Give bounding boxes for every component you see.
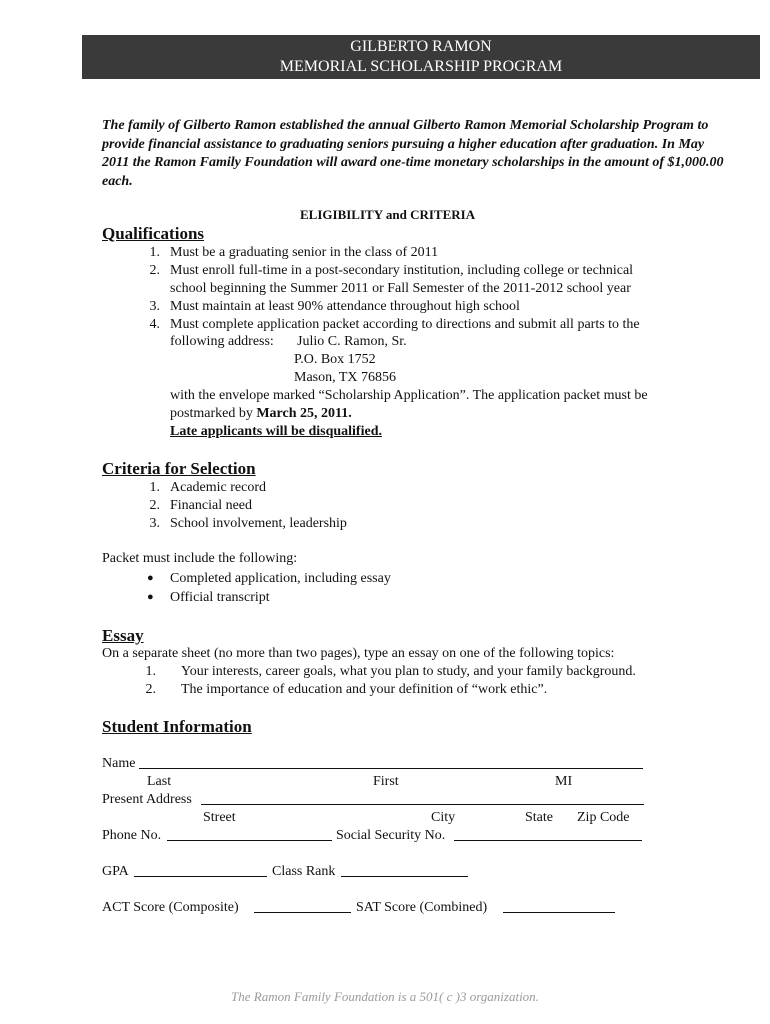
postmark-date: March 25, 2011. [256,406,352,421]
qual-item-3-number: 3. [149,299,160,314]
essay-item-1-text: Your interests, career goals, what you plan to study, and your family background. [181,664,636,679]
ssn-field[interactable] [454,840,642,841]
address-state-label: State [525,810,553,825]
essay-intro: On a separate sheet (no more than two pages), type an essay on one of the following topics: [102,646,615,661]
address-field[interactable] [201,804,644,805]
qual-item-3-text: Must maintain at least 90% attendance throughout high school [170,299,520,314]
footer-note: The Ramon Family Foundation is a 501( c )3 organization. [231,989,539,1004]
address-line-3: Mason, TX 76856 [294,370,397,385]
eligibility-heading: ELIGIBILITY and CRITERIA [300,207,476,222]
essay-heading: Essay [102,626,144,645]
title-banner [82,35,760,79]
address-city-label: City [431,810,456,825]
name-last-label: Last [147,774,172,789]
phone-label: Phone No. [102,828,162,843]
address-street-label: Street [203,810,236,825]
name-first-label: First [373,774,399,789]
name-label: Name [102,756,136,771]
postmark-line [170,406,352,422]
qual-item-2-text: Must enroll full-time in a post-secondary institution, including college or technical [170,263,634,278]
intro-paragraph: The family of Gilberto Ramon established the annual Gilberto Ramon Memorial Scholarship Program to provide financial assistance to graduating seniors pursuing a higher education after graduation. In May 2011 the Ramon Family Foundation will award one-time monetary scholarships in the amount of $1,000.00 each. [102,118,724,189]
address-label: Present Address [102,792,192,807]
criteria-item-2-text: Financial need [170,498,253,513]
qualifications-heading: Qualifications [102,224,205,243]
student-info-heading: Student Information [102,717,252,736]
bullet-icon: ● [147,572,154,584]
criteria-item-3-number: 3. [149,516,160,531]
act-field[interactable] [254,912,351,913]
criteria-item-1-text: Academic record [170,480,266,495]
sat-label: SAT Score (Combined) [356,900,488,915]
criteria-item-3-text: School involvement, leadership [170,516,347,531]
late-notice: Late applicants will be disqualified. [170,424,382,439]
gpa-field[interactable] [134,876,267,877]
bullet-icon: ● [147,591,154,603]
criteria-heading: Criteria for Selection [102,459,256,478]
address-line-2: P.O. Box 1752 [294,352,376,367]
gpa-label: GPA [102,864,129,879]
packet-item-1: Completed application, including essay [170,571,391,586]
qual-item-2-text-cont: school beginning the Summer 2011 or Fall Semester of the 2011-2012 school year [170,281,631,296]
name-field[interactable] [139,768,643,769]
class-rank-field[interactable] [341,876,468,877]
criteria-item-2-number: 2. [149,498,160,513]
qual-item-4-text: Must complete application packet according to directions and submit all parts to the [170,317,640,332]
qual-item-1-text: Must be a graduating senior in the class of 2011 [170,245,439,260]
criteria-item-1-number: 1. [149,480,160,495]
class-rank-label: Class Rank [272,864,336,879]
qual-item-4-text-cont: following address: [170,334,274,349]
qual-item-4-number: 4. [149,317,160,332]
qual-item-2-number: 2. [149,263,160,278]
address-zip-label: Zip Code [577,810,630,825]
packet-item-2: Official transcript [170,590,270,605]
essay-item-1-number: 1. [145,664,156,679]
phone-field[interactable] [167,840,332,841]
ssn-label: Social Security No. [336,828,446,843]
name-mi-label: MI [555,774,573,789]
packet-intro: Packet must include the following: [102,551,298,566]
title-line-2: MEMORIAL SCHOLARSHIP PROGRAM [279,58,563,75]
sat-field[interactable] [503,912,615,913]
address-line-1: Julio C. Ramon, Sr. [297,334,407,349]
essay-item-2-text: The importance of education and your definition of “work ethic”. [181,682,548,697]
qual-item-1-number: 1. [149,245,160,260]
act-label: ACT Score (Composite) [102,900,239,915]
envelope-instruction: with the envelope marked “Scholarship Application”. The application packet must be [170,388,648,403]
title-line-1: GILBERTO RAMON [350,38,492,55]
essay-item-2-number: 2. [145,682,156,697]
postmark-prefix: postmarked by [170,406,253,421]
